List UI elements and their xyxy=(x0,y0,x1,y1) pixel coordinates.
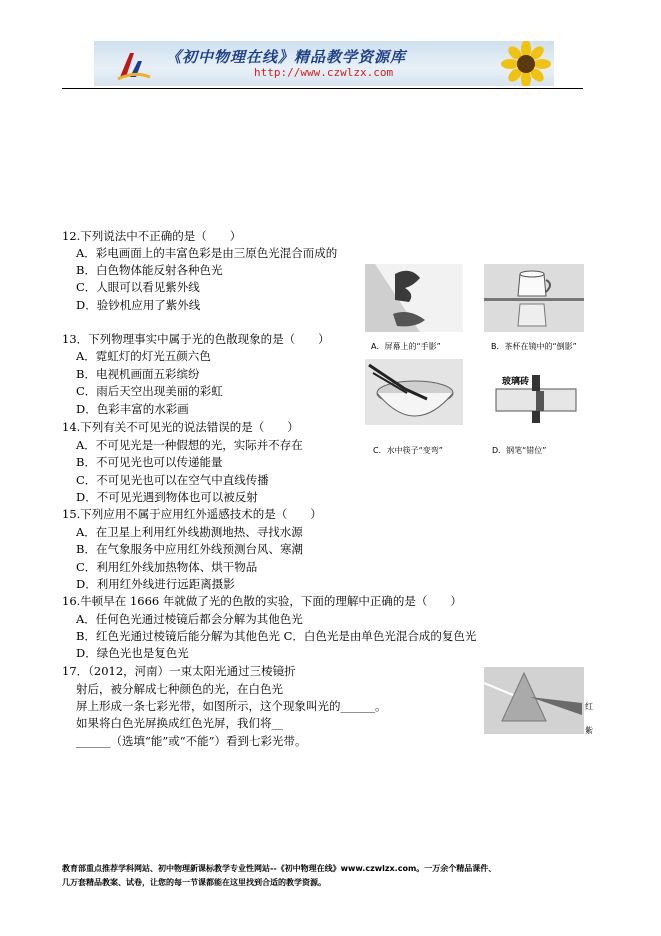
q13-option-b: B．电视机画面五彩缤纷 xyxy=(76,367,200,381)
figure-b-caption: B．茶杯在镜中的“倒影” xyxy=(491,342,577,351)
figure-c-caption: C．水中筷子“变弯” xyxy=(373,446,443,455)
prism-dispersion-icon xyxy=(484,667,584,734)
teacup-mirror-icon xyxy=(484,264,584,332)
q17-line-3: 如果将白色光屏换成红色光屏，我们将__ xyxy=(76,716,283,730)
q12-option-c: C．人眼可以看见紫外线 xyxy=(76,280,200,294)
q14-option-d: D．不可见光遇到物体也可以被反射 xyxy=(76,490,258,504)
figure-prism-dispersion xyxy=(484,667,584,734)
figure-a-hand-shadow xyxy=(365,264,463,332)
q16-option-a: A．任何色光通过棱镜后都会分解为其他色光 xyxy=(76,612,303,626)
q17-line-4: ______（选填“能”或“不能”）看到七彩光带。 xyxy=(76,734,307,748)
footer-line-2: 几万套精品教案、试卷，让您的每一节课都能在这里找到合适的教学资源。 xyxy=(62,878,326,887)
footer-line-1: 教育部重点推荐学科网站、初中物理新课标教学专业性网站--《初中物理在线》www.czwlzx.com。一万余个精品课件、 xyxy=(62,864,497,873)
q17-stem: 17．（2012，河南）一束太阳光通过三棱镜折 xyxy=(62,664,296,678)
q14-option-a: A．不可见光是一种假想的光，实际并不存在 xyxy=(76,438,303,452)
figure-b-cup-reflection xyxy=(484,264,584,332)
q16-option-b: B．红色光通过棱镜后能分解为其他色光 C．白色光是由单色光混合成的复色光 xyxy=(76,629,477,643)
q15-option-c: C．利用红外线加热物体、烘干物品 xyxy=(76,560,258,574)
figure-d-caption: D．钢笔“错位” xyxy=(492,446,547,455)
q14-option-c: C．不可见光也可以在空气中直线传播 xyxy=(76,473,269,487)
header-divider xyxy=(62,88,583,89)
q13-option-a: A．霓虹灯的灯光五颜六色 xyxy=(76,349,211,363)
q16-option-d: D．绿色光也是复色光 xyxy=(76,646,189,660)
header-banner xyxy=(94,41,554,86)
q13-option-d: D．色彩丰富的水彩画 xyxy=(76,402,189,416)
bowl-chopsticks-icon xyxy=(365,359,463,425)
q12-option-a: A．彩电画面上的丰富色彩是由三原色光混合而成的 xyxy=(76,246,338,260)
q15-option-b: B．在气象服务中应用红外线预测台风、寒潮 xyxy=(76,542,303,556)
q15-option-d: D．利用红外线进行远距离摄影 xyxy=(76,577,235,591)
q15-stem: 15.下列应用不属于应用红外遥感技术的是（ ） xyxy=(62,507,322,521)
prism-label-red: 红 xyxy=(585,702,593,711)
q17-line-1: 射后，被分解成七种颜色的光，在白色光 xyxy=(76,682,283,696)
q17-line-2: 屏上形成一条七彩光带，如图所示，这个现象叫光的______。 xyxy=(76,699,387,713)
banner-url[interactable]: http://www.czwlzx.com xyxy=(254,66,394,79)
q12-option-d: D．验钞机应用了紫外线 xyxy=(76,298,201,312)
q14-option-b: B．不可见光也可以传递能量 xyxy=(76,455,223,469)
banner-title: 《初中物理在线》精品教学资源库 xyxy=(166,48,407,66)
sunflower-icon xyxy=(496,41,554,86)
q15-option-a: A．在卫星上利用红外线勘测地热、寻找水源 xyxy=(76,525,303,539)
prism-label-violet: 紫 xyxy=(585,726,593,735)
glass-block-label: 玻璃砖 xyxy=(502,377,530,387)
q12-stem: 12.下列说法中不正确的是（ ） xyxy=(62,229,242,243)
hand-shadow-icon xyxy=(365,264,463,332)
q13-stem: 13．下列物理事实中属于光的色散现象的是（ ） xyxy=(62,332,330,346)
figure-a-caption: A．屏幕上的“手影” xyxy=(371,342,441,351)
q13-option-c: C．雨后天空出现美丽的彩虹 xyxy=(76,384,223,398)
q14-stem: 14.下列有关不可见光的说法错误的是（ ） xyxy=(62,420,299,434)
figure-d-pen-glass xyxy=(488,375,584,425)
figure-c-chopsticks-bowl xyxy=(365,359,463,425)
q16-stem: 16.牛顿早在 1666 年就做了光的色散的实验，下面的理解中正确的是（ ） xyxy=(62,594,462,608)
q12-option-b: B．白色物体能反射各种色光 xyxy=(76,263,223,277)
site-logo-icon xyxy=(116,47,152,83)
